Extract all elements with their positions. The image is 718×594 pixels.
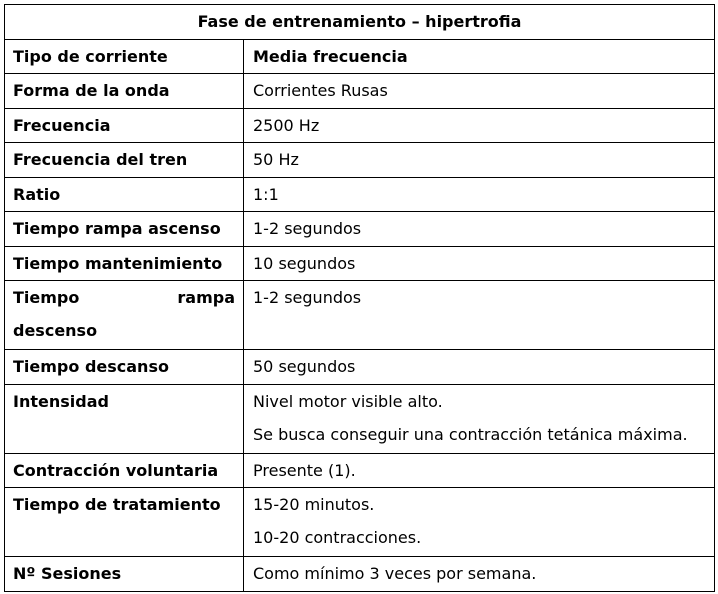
hypertrophy-parameters-table: [4, 4, 715, 592]
hypertrophy-table-container: [4, 4, 714, 592]
table-row: [5, 281, 715, 350]
row-label: Ratio: [5, 177, 244, 212]
row-value: 1:1: [244, 177, 715, 212]
table-row: [5, 246, 715, 281]
table-row: [5, 212, 715, 247]
row-label: Frecuencia del tren: [5, 143, 244, 178]
row-label: Frecuencia: [5, 108, 244, 143]
row-value: 1-2 segundos: [244, 212, 715, 247]
row-value-line: 10-20 contracciones.: [253, 528, 422, 547]
row-label-line2: descenso: [13, 321, 98, 340]
row-value: Media frecuencia: [244, 39, 715, 74]
row-label-word: rampa: [177, 288, 235, 307]
row-value: [244, 384, 715, 453]
row-value: [244, 488, 715, 557]
row-value: Corrientes Rusas: [244, 74, 715, 109]
row-label: Intensidad: [5, 384, 244, 453]
table-row: [5, 74, 715, 109]
row-value: Como mínimo 3 veces por semana.: [244, 557, 715, 592]
table-row: [5, 350, 715, 385]
row-value: Presente (1).: [244, 453, 715, 488]
table-row: [5, 108, 715, 143]
row-label: Tiempo rampa ascenso: [5, 212, 244, 247]
table-row: [5, 488, 715, 557]
row-value: 1-2 segundos: [244, 281, 715, 350]
table-row: [5, 177, 715, 212]
table-row: [5, 39, 715, 74]
row-value: 50 segundos: [244, 350, 715, 385]
row-label: [5, 281, 244, 350]
row-value: 2500 Hz: [244, 108, 715, 143]
row-label: Tiempo de tratamiento: [5, 488, 244, 557]
row-value-line: Se busca conseguir una contracción tetánica máxima.: [253, 424, 688, 444]
table-row: [5, 143, 715, 178]
row-label-word: Tiempo: [13, 288, 80, 307]
table-row: [5, 557, 715, 592]
row-value-line: Nivel motor visible alto.: [253, 391, 443, 411]
row-value: 10 segundos: [244, 246, 715, 281]
row-label: Tiempo mantenimiento: [5, 246, 244, 281]
row-label: Tiempo descanso: [5, 350, 244, 385]
row-value: 50 Hz: [244, 143, 715, 178]
row-label: Forma de la onda: [5, 74, 244, 109]
row-label: Tipo de corriente: [5, 39, 244, 74]
row-value-line: 15-20 minutos.: [253, 495, 375, 514]
table-row: [5, 453, 715, 488]
table-row: [5, 384, 715, 453]
table-title: Fase de entrenamiento – hipertrofia: [5, 5, 715, 40]
row-label: Nº Sesiones: [5, 557, 244, 592]
row-label: Contracción voluntaria: [5, 453, 244, 488]
